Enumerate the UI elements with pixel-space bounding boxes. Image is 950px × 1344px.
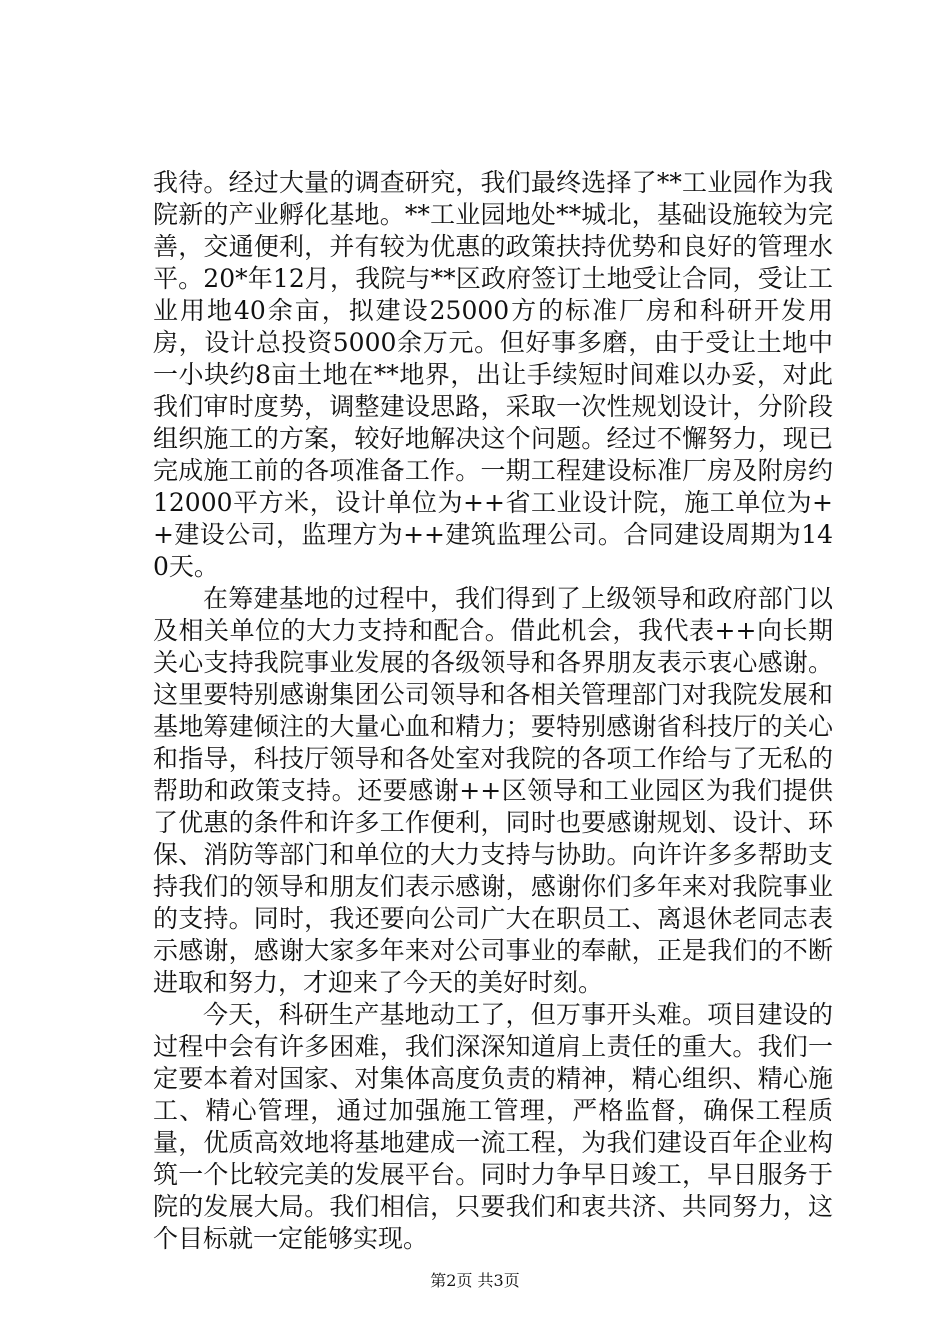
page-footer	[0, 1271, 950, 1291]
page-number-label: 第2页 共3页	[430, 1271, 520, 1290]
paragraph-2: 在筹建基地的过程中，我们得到了上级领导和政府部门以及相关单位的大力支持和配合。借此机会，我代表++向长期关心支持我院事业发展的各级领导和各界朋友表示衷心感谢。这里要特别感谢集团公司领导和各相关管理部门对我院发展和基地筹建倾注的大量心血和精力；要特别感谢省科技厅的关心和指导，科技厅领导和各处室对我院的各项工作给与了无私的帮助和政策支持。还要感谢++区领导和工业园区为我们提供了优惠的条件和许多工作便利，同时也要感谢规划、设计、环保、消防等部门和单位的大力支持与协助。向许许多多帮助支持我们的领导和朋友们表示感谢，感谢你们多年来对我院事业的支持。同时，我还要向公司广大在职员工、离退休老同志表示感谢，感谢大家多年来对公司事业的奉献，正是我们的不断进取和努力，才迎来了今天的美好时刻。	[153, 584, 833, 997]
document-body	[153, 167, 833, 1255]
paragraph-3: 今天，科研生产基地动工了，但万事开头难。项目建设的过程中会有许多困难，我们深深知道肩上责任的重大。我们一定要本着对国家、对集体高度负责的精神，精心组织、精心施工、精心管理，通过加强施工管理，严格监督，确保工程质量，优质高效地将基地建成一流工程，为我们建设百年企业构筑一个比较完美的发展平台。同时力争早日竣工，早日服务于院的发展大局。我们相信，只要我们和衷共济、共同努力，这个目标就一定能够实现。	[153, 1000, 833, 1253]
paragraph-1: 我待。经过大量的调查研究，我们最终选择了**工业园作为我院新的产业孵化基地。**工业园地处**城北，基础设施较为完善，交通便利，并有较为优惠的政策扶持优势和良好的管理水平。20*年12月，我院与**区政府签订土地受让合同，受让工业用地40余亩，拟建设25000方的标准厂房和科研开发用房，设计总投资5000余万元。但好事多磨，由于受让土地中一小块约8亩土地在**地界，出让手续短时间难以办妥，对此我们审时度势，调整建设思路，采取一次性规划设计，分阶段组织施工的方案，较好地解决这个问题。经过不懈努力，现已完成施工前的各项准备工作。一期工程建设标准厂房及附房约12000平方米，设计单位为++省工业设计院，施工单位为++建设公司，监理方为++建筑监理公司。合同建设周期为140天。	[153, 168, 833, 581]
